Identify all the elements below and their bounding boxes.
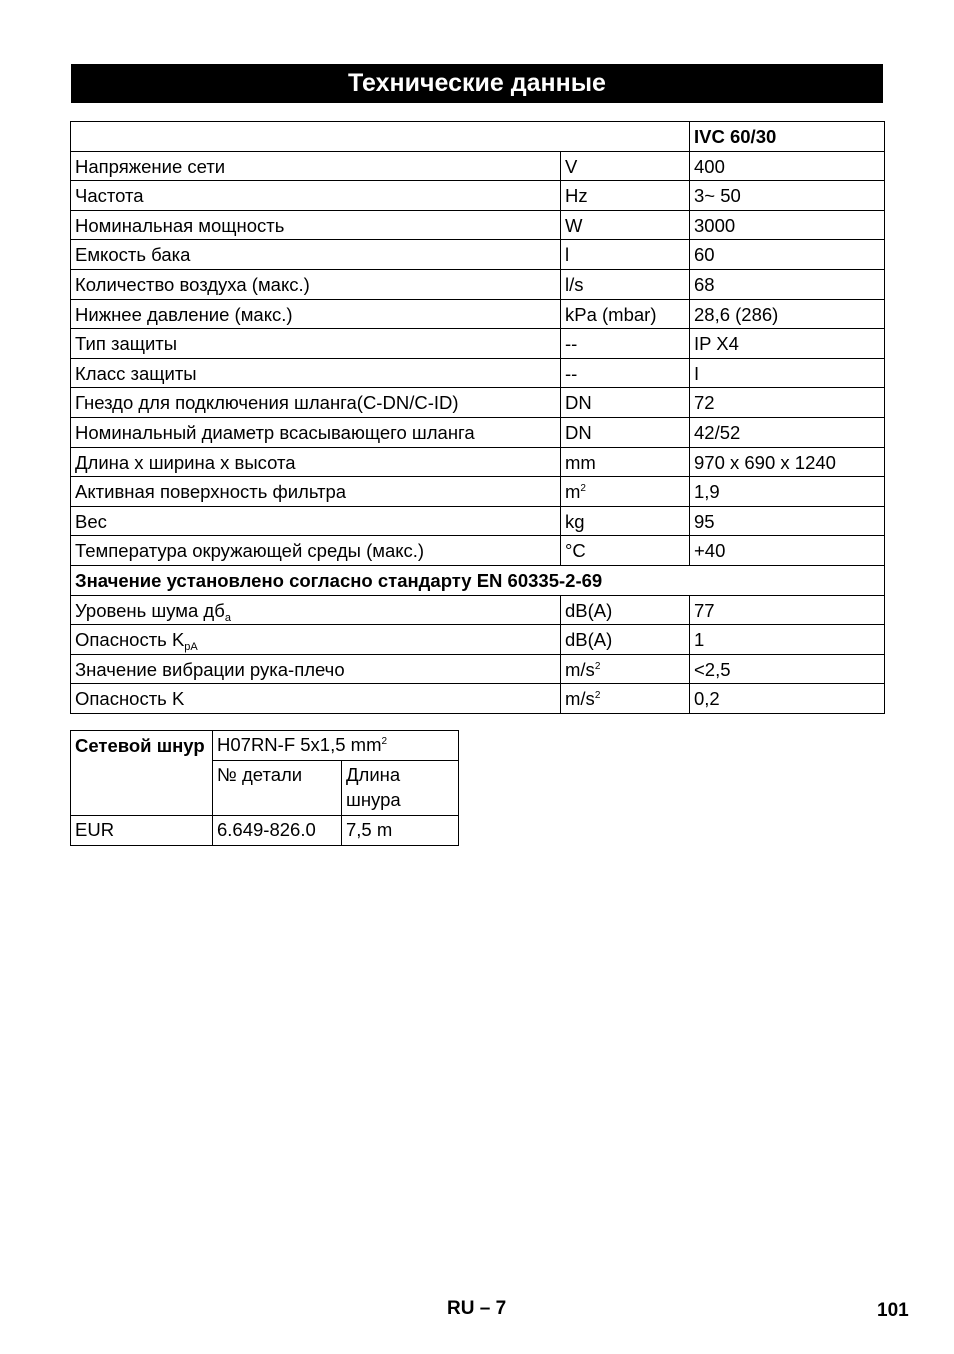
row-label-text: Частота (75, 185, 144, 207)
row-label (71, 477, 561, 507)
row-unit-text: kg (565, 510, 585, 532)
row-value-text: +40 (694, 540, 726, 562)
row-label (71, 684, 561, 714)
row-label-text: Вес (75, 510, 107, 532)
table-row (71, 269, 885, 299)
row-unit-text: l (565, 244, 570, 266)
table-header-row (71, 122, 885, 152)
row-value (690, 299, 885, 329)
footer-section: RU – 7 (447, 1298, 507, 1319)
row-label (71, 210, 561, 240)
row-unit (561, 240, 690, 270)
row-unit-sup: 2 (594, 660, 601, 672)
row-label-text: Температура окружающей среды (макс.) (75, 540, 425, 562)
row-label-text: Опасность K (75, 629, 185, 651)
row-unit-text: DN (565, 392, 592, 414)
cord-length: 7,5 m (342, 816, 459, 846)
row-value-text: 72 (694, 392, 715, 414)
cable-type-sup: 2 (381, 736, 388, 747)
col-length-header: Длина шнура (342, 761, 459, 816)
row-unit-text: dB(A) (565, 599, 613, 621)
cord-row-1 (71, 731, 459, 761)
row-label (71, 299, 561, 329)
row-unit (561, 447, 690, 477)
row-unit (561, 595, 690, 625)
row-value-text: 400 (694, 155, 725, 177)
table-row (71, 477, 885, 507)
row-label-text: Гнездо для подключения шланга(C-DN/C-ID) (75, 392, 459, 414)
row-label (71, 329, 561, 359)
row-label (71, 358, 561, 388)
row-unit-text: W (565, 214, 583, 236)
table-row (71, 447, 885, 477)
cord-table (70, 730, 459, 846)
row-value (690, 388, 885, 418)
table-row (71, 181, 885, 211)
table-row (71, 536, 885, 566)
row-unit-text: °C (565, 540, 586, 562)
row-label-text: Длина x ширина x высота (75, 451, 296, 473)
row-unit-sup: 2 (580, 483, 586, 495)
row-value-text: 28,6 (286) (694, 303, 779, 325)
row-unit (561, 388, 690, 418)
row-unit (561, 654, 690, 684)
row-label-text: Емкость бака (75, 244, 191, 266)
table-row (71, 684, 885, 714)
row-value-text: IP X4 (694, 333, 739, 355)
row-unit (561, 684, 690, 714)
row-unit-text: dB(A) (565, 629, 613, 651)
row-value (690, 477, 885, 507)
row-value (690, 210, 885, 240)
page-number: 101 (877, 1300, 909, 1321)
row-value (690, 654, 885, 684)
row-unit (561, 625, 690, 655)
row-label (71, 654, 561, 684)
row-value (690, 417, 885, 447)
row-unit-text: V (565, 155, 578, 177)
row-label (71, 151, 561, 181)
row-unit (561, 477, 690, 507)
row-value-text: 60 (694, 244, 715, 266)
row-unit-text: Hz (565, 185, 588, 207)
row-unit-text: m/s (565, 688, 595, 710)
row-label-text: Количество воздуха (макс.) (75, 273, 310, 295)
row-unit-text: m (565, 481, 581, 503)
row-unit (561, 269, 690, 299)
row-label-text: Значение вибрации рука-плечо (75, 658, 345, 680)
row-label (71, 388, 561, 418)
header-empty-cell (71, 122, 690, 152)
row-unit (561, 181, 690, 211)
row-value-text: 3~ 50 (694, 185, 741, 207)
row-label-text: Напряжение сети (75, 155, 226, 177)
row-unit (561, 299, 690, 329)
table-row (71, 417, 885, 447)
row-unit-text: mm (565, 451, 596, 473)
spec-table (70, 121, 885, 714)
row-value (690, 358, 885, 388)
row-unit (561, 417, 690, 447)
row-label-sub: a (224, 611, 231, 624)
row-label (71, 536, 561, 566)
row-label-text: Тип защиты (75, 333, 178, 355)
row-value (690, 240, 885, 270)
row-value (690, 181, 885, 211)
row-label (71, 269, 561, 299)
table-row (71, 210, 885, 240)
row-label-text: Номинальный диаметр всасывающего шланга (75, 421, 475, 443)
row-unit-text: m/s (565, 658, 595, 680)
row-value-text: 1 (694, 629, 705, 651)
row-value (690, 269, 885, 299)
row-value (690, 536, 885, 566)
table-row (71, 654, 885, 684)
row-unit (561, 151, 690, 181)
cord-header: Сетевой шнур (71, 731, 213, 816)
row-label-text: Активная поверхность фильтра (75, 481, 347, 503)
row-label (71, 595, 561, 625)
table-row (71, 299, 885, 329)
row-label-sub: pA (184, 641, 198, 654)
table-row (71, 329, 885, 359)
row-unit (561, 536, 690, 566)
table-row (71, 240, 885, 270)
table-row (71, 388, 885, 418)
row-value-text: 3000 (694, 214, 736, 236)
row-label (71, 447, 561, 477)
row-unit-sup: 2 (594, 690, 601, 702)
cable-type: H07RN-F 5x1,5 mm (217, 734, 382, 755)
row-value (690, 151, 885, 181)
row-label-text: Опасность K (75, 688, 185, 710)
row-value (690, 447, 885, 477)
row-label-text: Класс защиты (75, 362, 197, 384)
row-value (690, 329, 885, 359)
row-value-text: I (694, 362, 700, 384)
row-value-text: 68 (694, 273, 715, 295)
row-value-text: 42/52 (694, 421, 741, 443)
row-label (71, 506, 561, 536)
section-heading: Значение установлено согласно стандарту EN 60335-2-69 (71, 565, 885, 595)
row-label (71, 240, 561, 270)
row-label-text: Нижнее давление (макс.) (75, 303, 293, 325)
cord-region: EUR (71, 816, 213, 846)
row-value (690, 506, 885, 536)
row-label (71, 625, 561, 655)
model-header: IVC 60/30 (690, 122, 885, 152)
table-row (71, 595, 885, 625)
row-value-text: 0,2 (694, 688, 720, 710)
table-row (71, 358, 885, 388)
cord-part-no: 6.649-826.0 (213, 816, 342, 846)
row-unit (561, 329, 690, 359)
table-row (71, 506, 885, 536)
row-unit-text: -- (565, 362, 578, 384)
page-title: Технические данные (71, 64, 883, 103)
row-value-text: 95 (694, 510, 715, 532)
row-unit-text: kPa (mbar) (565, 303, 657, 325)
row-unit-text: DN (565, 421, 592, 443)
row-value-text: 77 (694, 599, 715, 621)
row-label-text: Номинальная мощность (75, 214, 285, 236)
col-part-header: № детали (213, 761, 342, 816)
cable-type-cell (213, 731, 459, 761)
row-value (690, 625, 885, 655)
table-row (71, 625, 885, 655)
row-label (71, 417, 561, 447)
row-label (71, 181, 561, 211)
row-unit (561, 358, 690, 388)
row-unit-text: -- (565, 333, 578, 355)
table-row (71, 151, 885, 181)
row-value (690, 595, 885, 625)
row-unit (561, 506, 690, 536)
row-unit-text: l/s (565, 273, 584, 295)
row-value-text: <2,5 (694, 658, 731, 680)
row-unit (561, 210, 690, 240)
row-label-text: Уровень шума дб (75, 599, 225, 621)
row-value-text: 970 x 690 x 1240 (694, 451, 836, 473)
section-heading-row (71, 565, 885, 595)
row-value (690, 684, 885, 714)
row-value-text: 1,9 (694, 481, 720, 503)
cord-row-3 (71, 816, 459, 846)
